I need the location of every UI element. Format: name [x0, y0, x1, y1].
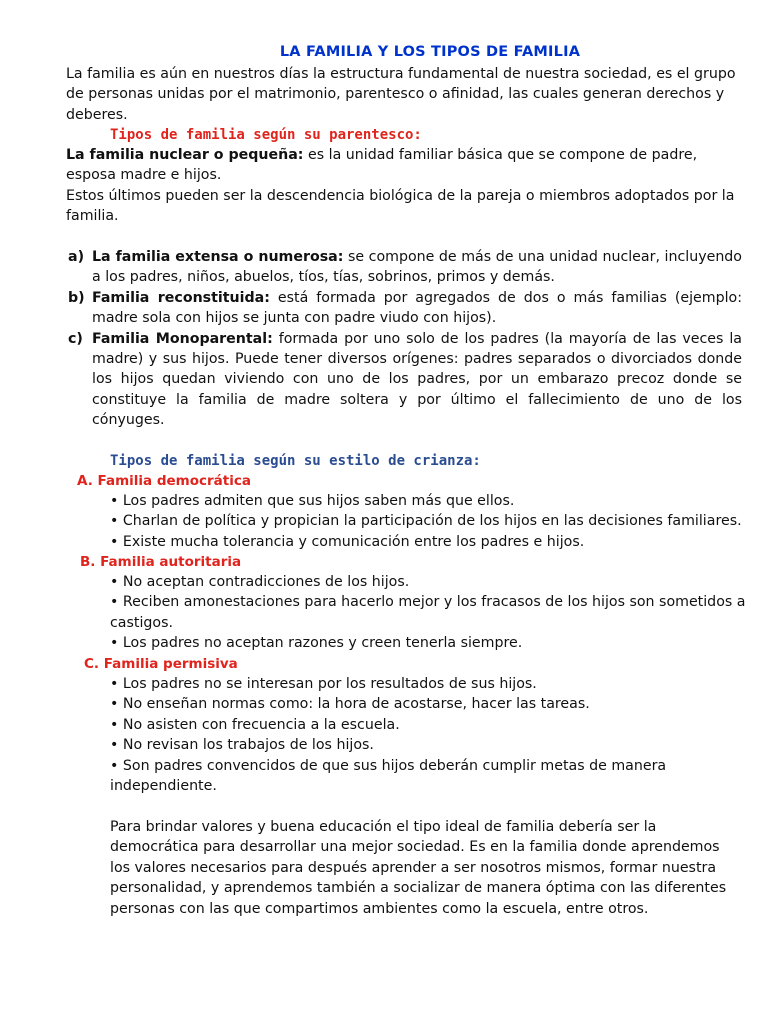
- bullet-list-autoritaria: [110, 572, 750, 654]
- closing-paragraph: Para brindar valores y buena educación el tipo ideal de familia debería ser la democrática para desarrollar una mejor sociedad. Es en la familia donde aprendemos los valores necesarios para después aprender a ser nosotros mismos, formar nuestra personalidad, y aprendemos también a socializar de manera óptima con las diferentes personas con las que compartimos ambientes como la escuela, entre otros.: [110, 819, 727, 917]
- style-label-permisiva: C. Familia permisiva: [84, 656, 238, 672]
- list-item: • No asisten con frecuencia a la escuela.: [110, 716, 400, 733]
- family-types-list: [68, 247, 742, 431]
- list-item: • Los padres no aceptan razones y creen tenerla siempre.: [110, 635, 523, 652]
- nuclear-family-text: es la unidad familiar básica que se compone de padre, esposa madre e hijos.: [66, 147, 698, 184]
- list-item-term: La familia extensa o numerosa:: [92, 249, 344, 265]
- nuclear-family-text-2: Estos últimos pueden ser la descendencia biológica de la pareja o miembros adoptados por la familia.: [66, 187, 735, 225]
- bullet-list-democratica: [110, 491, 750, 552]
- list-item: • Son padres convencidos de que sus hijos deberán cumplir metas de manera independiente.: [110, 757, 667, 795]
- section-title-crianza: Tipos de familia según su estilo de crianza:: [110, 453, 481, 469]
- list-item-term: Familia reconstituida:: [92, 289, 270, 306]
- nuclear-family-paragraph: [66, 145, 736, 227]
- list-item-text: se compone de más de una unidad nuclear, incluyendo a los padres, niños, abuelos, tíos, tías, sobrinos, primos y demás.: [92, 249, 742, 286]
- list-item: • Existe mucha tolerancia y comunicación entre los padres e hijos.: [110, 533, 585, 550]
- list-item: • Reciben amonestaciones para hacerlo mejor y los fracasos de los hijos son sometidos a castigos.: [110, 594, 746, 631]
- list-marker: b): [68, 289, 85, 306]
- nuclear-family-term: La familia nuclear o pequeña:: [66, 147, 304, 163]
- list-item: • No aceptan contradicciones de los hijos.: [110, 574, 410, 590]
- list-item: • Los padres no se interesan por los resultados de sus hijos.: [110, 676, 537, 692]
- list-item: [68, 288, 742, 329]
- style-label-autoritaria: B. Familia autoritaria: [80, 554, 242, 570]
- list-item: • No revisan los trabajos de los hijos.: [110, 737, 374, 754]
- list-marker: c): [68, 330, 83, 347]
- list-item: • Charlan de política y propician la participación de los hijos en las decisiones familiares.: [110, 513, 742, 530]
- section-title-parentesco: Tipos de familia según su parentesco:: [110, 127, 422, 143]
- list-marker: a): [68, 249, 85, 265]
- list-item-text: formada por uno solo de los padres (la mayoría de las veces la madre) y sus hijos. Puede tener diversos orígenes: padres separados o divorciados donde los hijos quedan viviendo con uno de los padres, por un embarazo precoz donde se constituye la familia de madre soltera y por último el fallecimiento de uno de los cónyuges.: [92, 330, 742, 429]
- document-title: LA FAMILIA Y LOS TIPOS DE FAMILIA: [279, 44, 581, 60]
- list-item: [68, 247, 742, 288]
- style-label-democratica: A. Familia democrática: [77, 473, 251, 489]
- list-item: • Los padres admiten que sus hijos saben más que ellos.: [110, 493, 515, 509]
- list-item: [68, 329, 742, 431]
- intro-paragraph: La familia es aún en nuestros días la estructura fundamental de nuestra sociedad, es el grupo de personas unidas por el matrimonio, parentesco o afinidad, las cuales generan derechos y deberes.: [66, 66, 736, 123]
- list-item: • No enseñan normas como: la hora de acostarse, hacer las tareas.: [110, 696, 590, 713]
- list-item-term: Familia Monoparental:: [92, 330, 273, 347]
- bullet-list-permisiva: [110, 674, 750, 796]
- list-item-text: está formada por agregados de dos o más familias (ejemplo: madre sola con hijos se junta con padre viudo con hijos).: [92, 289, 742, 327]
